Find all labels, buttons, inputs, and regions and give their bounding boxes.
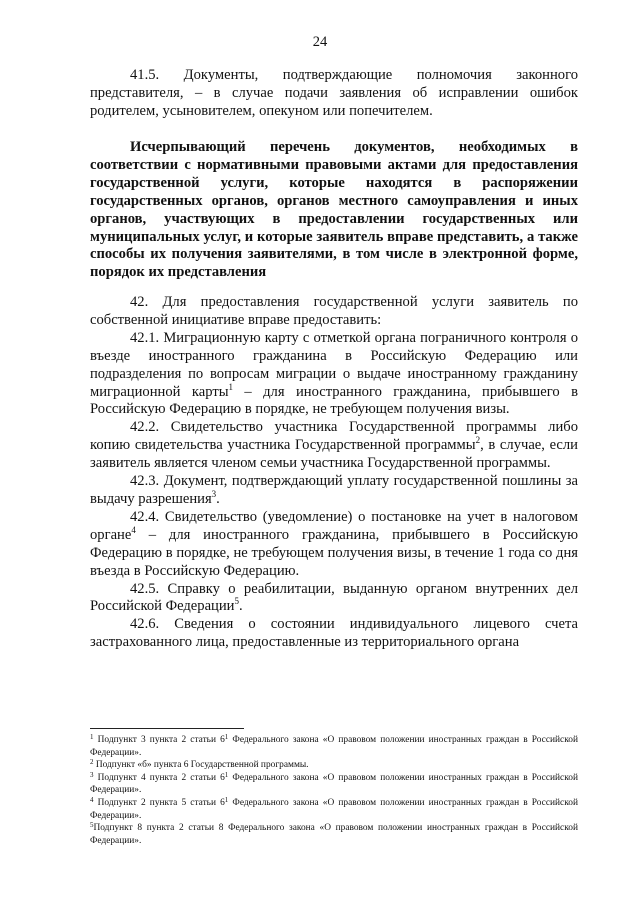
- paragraph-42-3-text-cont: .: [216, 490, 220, 507]
- paragraph-42-6: 42.6. Сведения о состоянии индивидуального лицевого счета застрахованного лица, предоставленные из территориального органа: [90, 616, 578, 651]
- footnote-text: Подпункт 4 пункта 2 статьи 6: [93, 772, 225, 783]
- footnote-mark: 4: [90, 795, 94, 804]
- paragraph-42-3-text: 42.3. Документ, подтверждающий уплату государственной пошлины за выдачу разрешения: [90, 473, 578, 507]
- footnote-mark: 2: [90, 758, 94, 767]
- paragraph-42-5-text: 42.5. Справку о реабилитации, выданную органом внутренних дел Российской Федерации: [90, 580, 578, 615]
- paragraph-42: 42. Для предоставления государственной услуги заявитель по собственной инициативе вправе предоставить:: [90, 294, 578, 328]
- paragraph-42-4-text-cont: – для иностранного гражданина, прибывшего в Российскую Федерацию в порядке, не требующем получения визы, в течение 1 года со дня въезда в Российскую Федерацию.: [90, 526, 578, 579]
- footnotes: [90, 734, 578, 847]
- footnote-superscript: 1: [224, 733, 229, 741]
- footnote-superscript: 1: [224, 795, 229, 804]
- page-number: 24: [312, 34, 328, 50]
- paragraph-42-1-text: 42.1. Миграционную карту с отметкой органа пограничного контроля о въезде иностранного гражданина в Российскую Федерацию или подразделения по вопросам миграции о выдаче иностранному гражданину миграционной карты: [90, 329, 578, 400]
- footnote-mark: 5: [90, 821, 94, 830]
- section-42: [90, 294, 578, 652]
- section-heading: [90, 139, 578, 282]
- section-41-5: [90, 67, 578, 121]
- paragraph-42-3: [90, 473, 578, 509]
- paragraph-42-1-text-cont: – для иностранного гражданина, прибывшего в Российскую Федерацию в порядке, не требующем получения визы.: [90, 383, 578, 418]
- section-heading-text: Исчерпывающий перечень документов, необходимых в соответствии с нормативными правовыми актами для предоставления государственной услуги, которые находятся в распоряжении государственных органов, органов местного самоуправления и иных органов, участвующих в предоставлении государственных или муниципальных услуг, и которые заявитель вправе представить, а также способы их получения заявителями, в том числе в электронной форме, порядок их представления: [90, 139, 578, 281]
- paragraph-42-2-text: 42.2. Свидетельство участника Государственной программы либо копию свидетельства участника Государственной программы: [90, 419, 578, 454]
- footnote-text: Подпункт 3 пункта 2 статьи 6: [93, 735, 225, 745]
- footnote-text-cont: Федерального закона «О правовом положении иностранных граждан в Российской Федерации».: [90, 735, 578, 758]
- footnote-4: [90, 797, 578, 822]
- paragraph-42-1: [90, 330, 578, 420]
- footnote-ref-5: 5: [234, 596, 239, 607]
- footnote-text: Подпункт 2 пункта 5 статьи 6: [93, 797, 225, 808]
- footnote-ref-3: 3: [211, 488, 217, 499]
- footnote-3: [90, 772, 578, 797]
- paragraph-42-4-text: 42.4. Свидетельство (уведомление) о постановке на учет в налоговом органе: [90, 508, 578, 543]
- paragraph-42-5-text-cont: .: [239, 598, 243, 615]
- footnote-ref-2: 2: [475, 435, 481, 446]
- footnote-1: [90, 734, 578, 759]
- paragraph-42-2-text-cont: , в случае, если заявитель является членом семьи участника Государственной программы.: [90, 437, 578, 472]
- paragraph-42-4: [90, 509, 578, 581]
- paragraph-42-5: [90, 581, 578, 617]
- footnote-divider: [90, 728, 244, 729]
- paragraph-42-2: [90, 419, 578, 473]
- footnote-text: Подпункт «б» пункта 6 Государственной программы.: [93, 760, 309, 771]
- footnote-5: [90, 822, 578, 847]
- footnote-mark: 1: [90, 733, 94, 741]
- footnote-ref-1: 1: [228, 381, 233, 392]
- footnote-text-cont: Федерального закона «О правовом положении иностранных граждан в Российской Федерации».: [90, 797, 578, 821]
- footnote-ref-4: 4: [131, 524, 136, 535]
- paragraph-41-5: 41.5. Документы, подтверждающие полномочия законного представителя, – в случае подачи заявления об исправлении ошибок родителем, усыновителем, опекуном или попечителем.: [90, 67, 578, 119]
- footnote-2: [90, 759, 578, 772]
- footnote-text: Подпункт 8 пункта 2 статьи 8 Федерального закона «О правовом положении иностранных граждан в Российской Федерации».: [90, 823, 578, 846]
- footnote-text-cont: Федерального закона «О правовом положении иностранных граждан в Российской Федерации».: [90, 772, 578, 796]
- footnote-mark: 3: [90, 770, 94, 779]
- footnote-superscript: 1: [224, 770, 229, 779]
